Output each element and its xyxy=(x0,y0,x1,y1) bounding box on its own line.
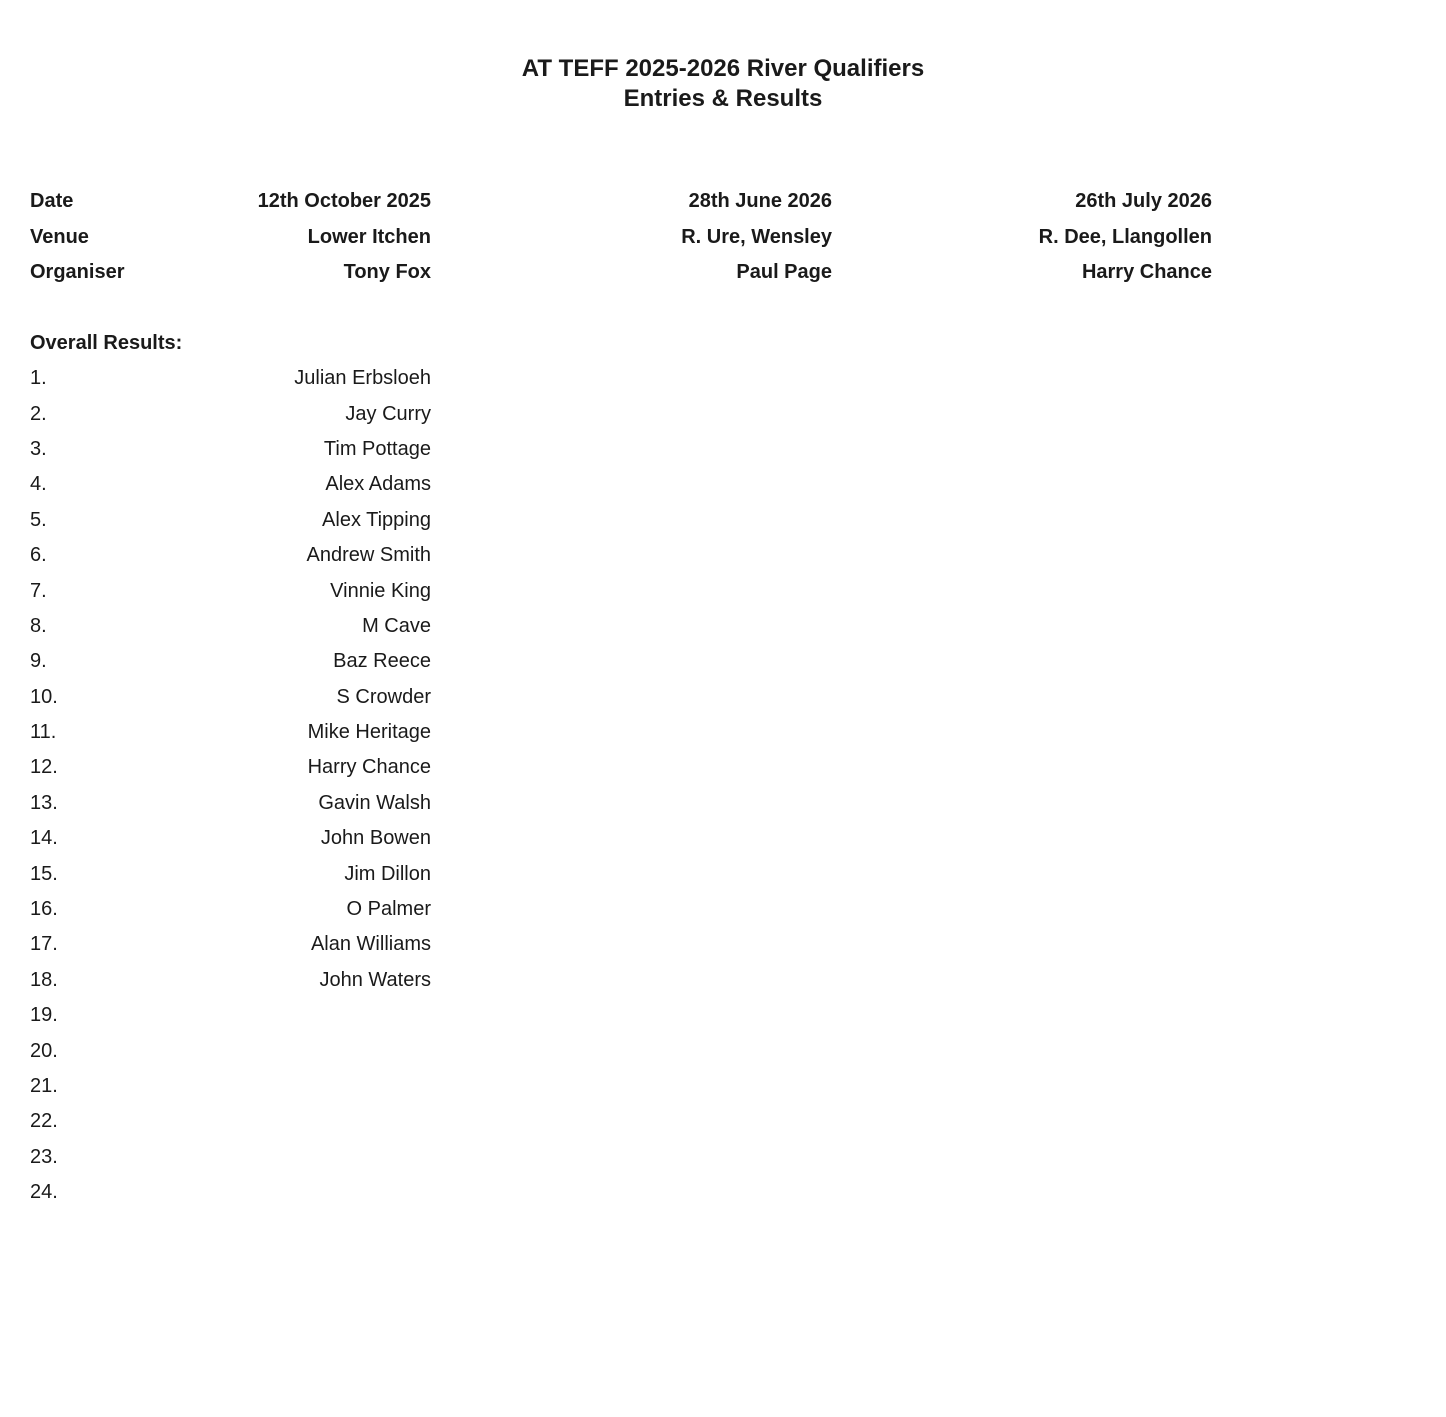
result-angler-name: Jay Curry xyxy=(345,402,431,425)
result-row xyxy=(30,538,431,573)
result-position: 4. xyxy=(30,473,47,496)
result-row xyxy=(30,856,431,891)
result-angler-name: John Waters xyxy=(319,968,431,991)
result-position: 16. xyxy=(30,898,58,921)
result-row xyxy=(30,573,431,608)
date-label: Date xyxy=(30,190,74,213)
result-angler-name: Gavin Walsh xyxy=(318,791,431,814)
result-position: 19. xyxy=(30,1004,58,1027)
result-position: 22. xyxy=(30,1110,58,1133)
event-2-venue: R. Ure, Wensley xyxy=(681,225,832,248)
result-position: 14. xyxy=(30,827,58,850)
result-position: 24. xyxy=(30,1181,58,1204)
result-row xyxy=(30,1104,431,1139)
result-row xyxy=(30,1140,431,1175)
result-position: 20. xyxy=(30,1039,58,1062)
result-position: 7. xyxy=(30,579,47,602)
result-angler-name xyxy=(150,1069,431,1104)
event-1-date: 12th October 2025 xyxy=(257,190,431,213)
result-position: 13. xyxy=(30,791,58,814)
result-position: 23. xyxy=(30,1145,58,1168)
result-row xyxy=(30,644,431,679)
result-row xyxy=(30,396,431,431)
event-2-date: 28th June 2026 xyxy=(688,190,832,213)
result-angler-name: Alex Tipping xyxy=(322,508,431,531)
result-row xyxy=(30,361,431,396)
result-position: 12. xyxy=(30,756,58,779)
result-row xyxy=(30,609,431,644)
event-3-venue: R. Dee, Llangollen xyxy=(1038,225,1212,248)
result-position: 11. xyxy=(30,721,57,744)
result-row xyxy=(30,680,431,715)
result-angler-name: O Palmer xyxy=(346,898,431,921)
result-angler-name: S Crowder xyxy=(336,685,431,708)
result-angler-name xyxy=(150,1140,431,1175)
results-table xyxy=(30,361,431,1210)
results-body xyxy=(30,361,431,1210)
result-angler-name: John Bowen xyxy=(320,827,431,850)
document-subtitle: Entries & Results xyxy=(623,85,823,112)
result-position: 5. xyxy=(30,508,47,531)
result-row xyxy=(30,892,431,927)
date-row xyxy=(30,184,1212,220)
result-angler-name xyxy=(150,1175,431,1210)
event-3-organiser: Harry Chance xyxy=(1081,261,1212,284)
result-angler-name: Mike Heritage xyxy=(307,721,431,744)
result-row xyxy=(30,821,431,856)
event-2-organiser: Paul Page xyxy=(736,261,832,284)
document-header xyxy=(0,54,1446,114)
result-position: 10. xyxy=(30,685,58,708)
result-position: 21. xyxy=(30,1075,58,1097)
result-angler-name: Tim Pottage xyxy=(323,437,431,460)
result-angler-name: Alex Adams xyxy=(325,473,431,496)
result-angler-name: M Cave xyxy=(362,614,431,637)
result-angler-name: Alan Williams xyxy=(310,933,431,956)
result-row xyxy=(30,467,431,502)
result-angler-name: Baz Reece xyxy=(333,650,431,673)
venue-row xyxy=(30,220,1212,256)
result-position: 6. xyxy=(30,544,47,567)
result-position: 1. xyxy=(30,367,47,390)
result-row xyxy=(30,1069,431,1104)
result-row xyxy=(30,1033,431,1068)
result-position: 15. xyxy=(30,862,58,885)
venue-label: Venue xyxy=(30,225,89,248)
document-title: AT TEFF 2025-2026 River Qualifiers xyxy=(521,55,925,82)
result-position: 3. xyxy=(30,437,47,460)
result-row xyxy=(30,1175,431,1210)
result-position: 2. xyxy=(30,402,47,425)
result-row xyxy=(30,927,431,962)
organiser-label: Organiser xyxy=(30,261,125,284)
result-position: 17. xyxy=(30,933,58,956)
result-angler-name: Vinnie King xyxy=(330,579,431,602)
result-row xyxy=(30,432,431,467)
result-row xyxy=(30,998,431,1033)
event-3-date: 26th July 2026 xyxy=(1075,190,1212,213)
result-angler-name xyxy=(150,998,431,1033)
results-heading: Overall Results: xyxy=(30,332,183,354)
result-angler-name: Andrew Smith xyxy=(306,544,431,567)
result-angler-name xyxy=(150,1033,431,1068)
result-position: 18. xyxy=(30,968,58,991)
result-row xyxy=(30,715,431,750)
result-angler-name: Jim Dillon xyxy=(344,862,431,885)
result-position: 9. xyxy=(30,650,47,673)
event-info-table xyxy=(30,184,1212,291)
result-position: 8. xyxy=(30,614,47,637)
event-1-venue: Lower Itchen xyxy=(307,225,431,248)
result-row xyxy=(30,963,431,998)
result-angler-name xyxy=(150,1104,431,1139)
result-row xyxy=(30,750,431,785)
result-angler-name: Harry Chance xyxy=(307,756,431,779)
organiser-row xyxy=(30,255,1212,291)
result-angler-name: Julian Erbsloeh xyxy=(294,367,431,390)
result-row xyxy=(30,503,431,538)
event-1-organiser: Tony Fox xyxy=(343,261,431,284)
result-row xyxy=(30,786,431,821)
